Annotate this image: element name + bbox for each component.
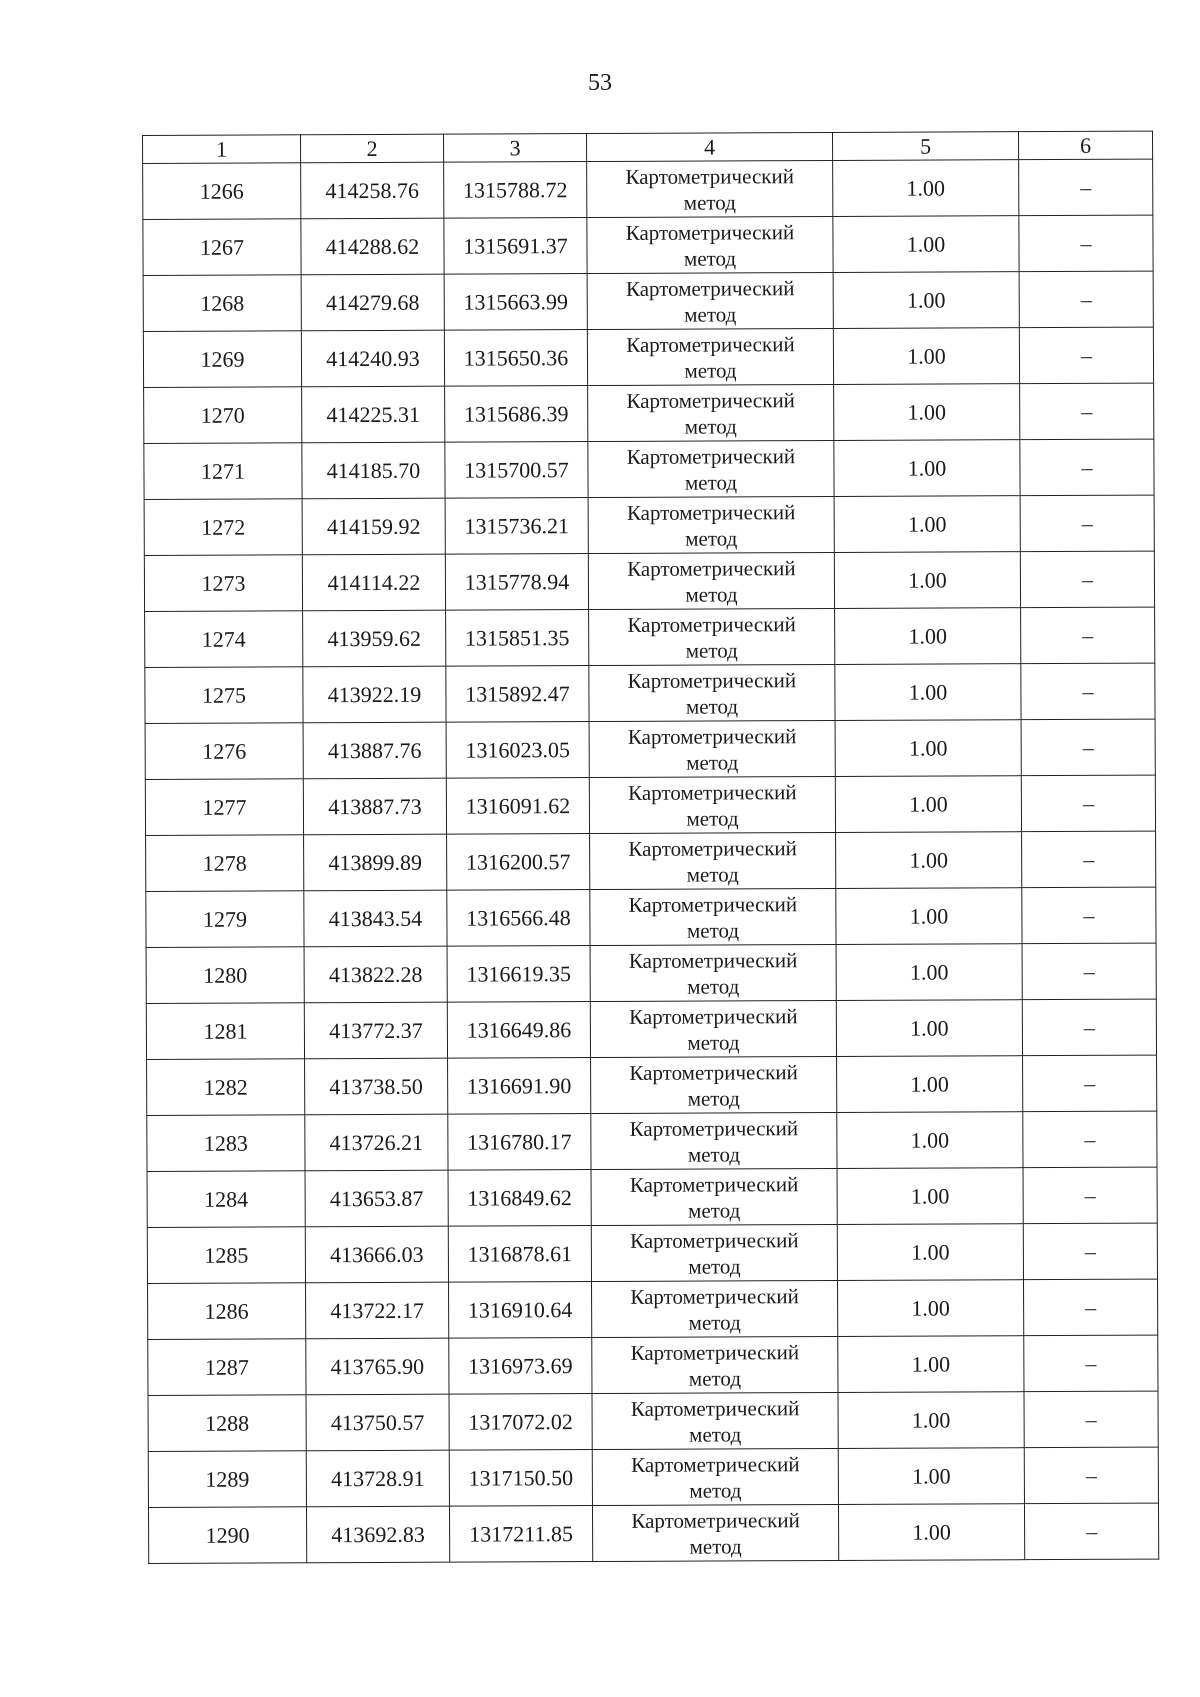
table-row	[143, 215, 1153, 275]
x-coordinate-cell: 413653.87	[305, 1170, 448, 1227]
y-coordinate-cell: 1317211.85	[449, 1506, 592, 1563]
note-cell: –	[1019, 159, 1153, 216]
note-cell: –	[1024, 1279, 1158, 1336]
y-coordinate-cell: 1316091.62	[446, 778, 589, 835]
method-line: метод	[689, 1477, 742, 1503]
table-row	[143, 327, 1153, 387]
method-line: метод	[684, 413, 737, 439]
method-line: Картометрический	[628, 891, 798, 917]
point-number-cell: 1271	[144, 443, 302, 500]
table-row	[147, 1055, 1157, 1115]
method-line: Картометрический	[627, 611, 796, 637]
table-row	[143, 159, 1153, 219]
table-row	[144, 383, 1154, 443]
table-row	[146, 831, 1156, 891]
x-coordinate-cell: 413772.37	[304, 1002, 447, 1059]
method-cell	[589, 720, 835, 777]
method-cell	[587, 160, 833, 217]
method-line: метод	[685, 525, 738, 551]
method-cell	[592, 1392, 838, 1449]
y-coordinate-cell: 1316619.35	[447, 946, 590, 1003]
table-row	[143, 271, 1153, 331]
header-cell-1: 1	[143, 135, 301, 164]
method-line: Картометрический	[626, 443, 796, 469]
table-row	[148, 1279, 1158, 1339]
point-number-cell: 1278	[146, 835, 304, 892]
method-cell	[587, 216, 833, 273]
accuracy-cell: 1.00	[834, 384, 1020, 441]
point-number-cell: 1284	[147, 1171, 305, 1228]
point-number-cell: 1281	[146, 1003, 304, 1060]
y-coordinate-cell: 1316910.64	[449, 1282, 592, 1339]
coordinates-table	[142, 131, 1159, 1564]
x-coordinate-cell: 413843.54	[304, 890, 447, 947]
method-line: Картометрический	[629, 1059, 798, 1085]
method-line: метод	[686, 805, 739, 831]
method-line: Картометрический	[630, 1283, 799, 1309]
x-coordinate-cell: 414225.31	[302, 386, 445, 443]
note-cell: –	[1020, 551, 1154, 608]
accuracy-cell: 1.00	[836, 888, 1022, 945]
accuracy-cell: 1.00	[837, 1168, 1023, 1225]
method-line: метод	[688, 1365, 742, 1391]
y-coordinate-cell: 1315691.37	[444, 218, 587, 275]
x-coordinate-cell: 414185.70	[302, 442, 445, 499]
accuracy-cell: 1.00	[838, 1448, 1024, 1505]
method-cell	[588, 440, 834, 497]
accuracy-cell: 1.00	[834, 496, 1020, 553]
method-cell	[591, 1112, 837, 1169]
point-number-cell: 1267	[143, 219, 301, 276]
method-cell	[588, 384, 834, 441]
method-line: метод	[685, 581, 738, 607]
note-cell: –	[1022, 999, 1156, 1056]
method-cell	[589, 664, 835, 721]
method-line: Картометрический	[625, 219, 795, 245]
method-line: метод	[685, 693, 739, 719]
x-coordinate-cell: 414114.22	[302, 554, 445, 611]
table-row	[147, 1223, 1157, 1283]
y-coordinate-cell: 1316566.48	[447, 890, 590, 947]
note-cell: –	[1023, 1055, 1157, 1112]
point-number-cell: 1268	[143, 275, 301, 332]
method-line: Картометрический	[627, 723, 797, 749]
point-number-cell: 1282	[147, 1059, 305, 1116]
method-line: Картометрический	[630, 1227, 799, 1253]
method-line: Картометрический	[626, 331, 795, 357]
method-line: метод	[687, 1085, 740, 1111]
accuracy-cell: 1.00	[838, 1280, 1024, 1337]
accuracy-cell: 1.00	[838, 1392, 1024, 1449]
accuracy-cell: 1.00	[835, 608, 1021, 665]
method-cell	[591, 1224, 837, 1281]
accuracy-cell: 1.00	[835, 720, 1021, 777]
x-coordinate-cell: 413887.76	[303, 722, 446, 779]
method-line: Картометрический	[630, 1339, 800, 1365]
point-number-cell: 1277	[145, 779, 303, 836]
x-coordinate-cell: 413750.57	[306, 1394, 449, 1451]
accuracy-cell: 1.00	[833, 328, 1019, 385]
accuracy-cell: 1.00	[838, 1336, 1024, 1393]
method-cell	[591, 1168, 837, 1225]
note-cell: –	[1021, 775, 1155, 832]
y-coordinate-cell: 1316200.57	[447, 834, 590, 891]
method-line: Картометрический	[630, 1395, 800, 1421]
note-cell: –	[1020, 439, 1154, 496]
method-line: метод	[688, 1253, 741, 1279]
point-number-cell: 1273	[144, 555, 302, 612]
point-number-cell: 1280	[146, 947, 304, 1004]
method-cell	[589, 776, 835, 833]
y-coordinate-cell: 1315736.21	[445, 498, 588, 555]
table-row	[144, 495, 1154, 555]
accuracy-cell: 1.00	[835, 664, 1021, 721]
x-coordinate-cell: 413959.62	[303, 610, 446, 667]
accuracy-cell: 1.00	[833, 272, 1019, 329]
header-row	[143, 131, 1153, 163]
x-coordinate-cell: 414159.92	[302, 498, 445, 555]
method-line: Картометрический	[629, 1003, 798, 1029]
point-number-cell: 1266	[143, 163, 301, 220]
table-row	[148, 1447, 1158, 1507]
note-cell: –	[1022, 887, 1156, 944]
method-line: метод	[686, 917, 740, 943]
table-row	[148, 1503, 1158, 1563]
y-coordinate-cell: 1315700.57	[445, 442, 588, 499]
point-number-cell: 1279	[146, 891, 304, 948]
table-row	[146, 999, 1156, 1059]
table-header	[143, 131, 1153, 163]
point-number-cell: 1274	[145, 611, 303, 668]
note-cell: –	[1021, 607, 1155, 664]
method-line: Картометрический	[628, 835, 797, 861]
table-row	[146, 887, 1156, 947]
x-coordinate-cell: 414240.93	[301, 330, 444, 387]
x-coordinate-cell: 413726.21	[305, 1114, 448, 1171]
method-cell	[591, 1056, 837, 1113]
method-line: метод	[686, 861, 739, 887]
x-coordinate-cell: 413922.19	[303, 666, 446, 723]
page-number: 53	[588, 70, 612, 96]
note-cell: –	[1023, 1167, 1157, 1224]
method-line: метод	[687, 973, 740, 999]
note-cell: –	[1020, 383, 1154, 440]
point-number-cell: 1272	[144, 499, 302, 556]
x-coordinate-cell: 414279.68	[301, 274, 444, 331]
accuracy-cell: 1.00	[836, 944, 1022, 1001]
method-cell	[588, 552, 834, 609]
point-number-cell: 1283	[147, 1115, 305, 1172]
note-cell: –	[1021, 719, 1155, 776]
method-cell	[592, 1504, 838, 1561]
x-coordinate-cell: 413666.03	[305, 1226, 448, 1283]
y-coordinate-cell: 1317072.02	[449, 1394, 592, 1451]
method-cell	[590, 1000, 836, 1057]
method-line: Картометрический	[631, 1507, 800, 1533]
method-line: метод	[688, 1309, 741, 1335]
table-row	[145, 719, 1155, 779]
method-cell	[590, 888, 836, 945]
accuracy-cell: 1.00	[834, 440, 1020, 497]
table-row	[145, 607, 1155, 667]
method-line: метод	[683, 245, 737, 271]
method-line: Картометрический	[627, 667, 797, 693]
y-coordinate-cell: 1315650.36	[444, 330, 587, 387]
accuracy-cell: 1.00	[834, 552, 1020, 609]
note-cell: –	[1024, 1447, 1158, 1504]
note-cell: –	[1024, 1503, 1158, 1560]
table-row	[148, 1391, 1158, 1451]
table-body	[143, 159, 1159, 1563]
x-coordinate-cell: 413692.83	[306, 1506, 449, 1563]
x-coordinate-cell: 413822.28	[304, 946, 447, 1003]
y-coordinate-cell: 1316878.61	[448, 1226, 591, 1283]
accuracy-cell: 1.00	[835, 776, 1021, 833]
note-cell: –	[1023, 1223, 1157, 1280]
point-number-cell: 1286	[148, 1283, 306, 1340]
y-coordinate-cell: 1316649.86	[447, 1002, 590, 1059]
header-cell-6: 6	[1018, 131, 1152, 160]
point-number-cell: 1269	[143, 331, 301, 388]
x-coordinate-cell: 414258.76	[301, 162, 444, 219]
accuracy-cell: 1.00	[836, 832, 1022, 889]
y-coordinate-cell: 1315663.99	[444, 274, 587, 331]
accuracy-cell: 1.00	[836, 1000, 1022, 1057]
header-cell-3: 3	[443, 134, 586, 163]
point-number-cell: 1288	[148, 1395, 306, 1452]
method-line: метод	[689, 1533, 742, 1559]
x-coordinate-cell: 413738.50	[305, 1058, 448, 1115]
y-coordinate-cell: 1315892.47	[446, 666, 589, 723]
x-coordinate-cell: 414288.62	[301, 218, 444, 275]
point-number-cell: 1270	[144, 387, 302, 444]
point-number-cell: 1276	[145, 723, 303, 780]
y-coordinate-cell: 1315686.39	[445, 386, 588, 443]
note-cell: –	[1020, 495, 1154, 552]
note-cell: –	[1019, 327, 1153, 384]
note-cell: –	[1019, 271, 1153, 328]
point-number-cell: 1285	[147, 1227, 305, 1284]
accuracy-cell: 1.00	[837, 1224, 1023, 1281]
method-line: Картометрический	[629, 1171, 799, 1197]
method-line: Картометрический	[626, 387, 795, 413]
table-row	[144, 439, 1154, 499]
x-coordinate-cell: 413728.91	[306, 1450, 449, 1507]
method-line: метод	[684, 469, 738, 495]
method-cell	[590, 832, 836, 889]
note-cell: –	[1023, 1111, 1157, 1168]
method-cell	[588, 496, 834, 553]
method-line: метод	[684, 357, 737, 383]
y-coordinate-cell: 1316023.05	[446, 722, 589, 779]
method-line: Картометрический	[626, 499, 796, 525]
table-row	[146, 943, 1156, 1003]
method-cell	[592, 1448, 838, 1505]
method-line: метод	[685, 637, 738, 663]
x-coordinate-cell: 413899.89	[304, 834, 447, 891]
method-cell	[587, 328, 833, 385]
y-coordinate-cell: 1316973.69	[449, 1338, 592, 1395]
method-cell	[589, 608, 835, 665]
accuracy-cell: 1.00	[837, 1056, 1023, 1113]
note-cell: –	[1022, 943, 1156, 1000]
method-line: метод	[689, 1421, 742, 1447]
y-coordinate-cell: 1316780.17	[448, 1114, 591, 1171]
method-line: метод	[686, 749, 739, 775]
accuracy-cell: 1.00	[833, 160, 1019, 217]
method-line: Картометрический	[628, 947, 798, 973]
method-line: метод	[684, 301, 737, 327]
table-row	[147, 1167, 1157, 1227]
method-cell	[592, 1280, 838, 1337]
method-line: Картометрический	[625, 163, 794, 189]
x-coordinate-cell: 413887.73	[303, 778, 446, 835]
method-cell	[587, 272, 833, 329]
y-coordinate-cell: 1317150.50	[449, 1450, 592, 1507]
y-coordinate-cell: 1315851.35	[446, 610, 589, 667]
method-line: метод	[687, 1029, 740, 1055]
y-coordinate-cell: 1316849.62	[448, 1170, 591, 1227]
point-number-cell: 1290	[148, 1507, 306, 1564]
method-line: Картометрический	[629, 1115, 799, 1141]
accuracy-cell: 1.00	[833, 216, 1019, 273]
table-row	[145, 663, 1155, 723]
point-number-cell: 1289	[148, 1451, 306, 1508]
header-cell-2: 2	[301, 134, 444, 163]
y-coordinate-cell: 1315778.94	[445, 554, 588, 611]
note-cell: –	[1021, 663, 1155, 720]
method-line: метод	[683, 189, 736, 215]
y-coordinate-cell: 1316691.90	[448, 1058, 591, 1115]
table-row	[148, 1335, 1158, 1395]
header-cell-5: 5	[832, 132, 1018, 161]
note-cell: –	[1019, 215, 1153, 272]
point-number-cell: 1287	[148, 1339, 306, 1396]
method-cell	[592, 1336, 838, 1393]
method-line: Картометрический	[627, 555, 796, 581]
note-cell: –	[1022, 831, 1156, 888]
method-line: Картометрический	[631, 1451, 800, 1477]
table-row	[145, 775, 1155, 835]
table-row	[144, 551, 1154, 611]
x-coordinate-cell: 413722.17	[306, 1282, 449, 1339]
note-cell: –	[1024, 1335, 1158, 1392]
y-coordinate-cell: 1315788.72	[444, 162, 587, 219]
method-cell	[590, 944, 836, 1001]
point-number-cell: 1275	[145, 667, 303, 724]
method-line: Картометрический	[628, 779, 797, 805]
method-line: метод	[688, 1197, 741, 1223]
x-coordinate-cell: 413765.90	[306, 1338, 449, 1395]
header-cell-4: 4	[586, 132, 832, 161]
accuracy-cell: 1.00	[837, 1112, 1023, 1169]
note-cell: –	[1024, 1391, 1158, 1448]
accuracy-cell: 1.00	[838, 1504, 1024, 1561]
table-row	[147, 1111, 1157, 1171]
method-line: метод	[687, 1141, 741, 1167]
method-line: Картометрический	[625, 275, 795, 301]
